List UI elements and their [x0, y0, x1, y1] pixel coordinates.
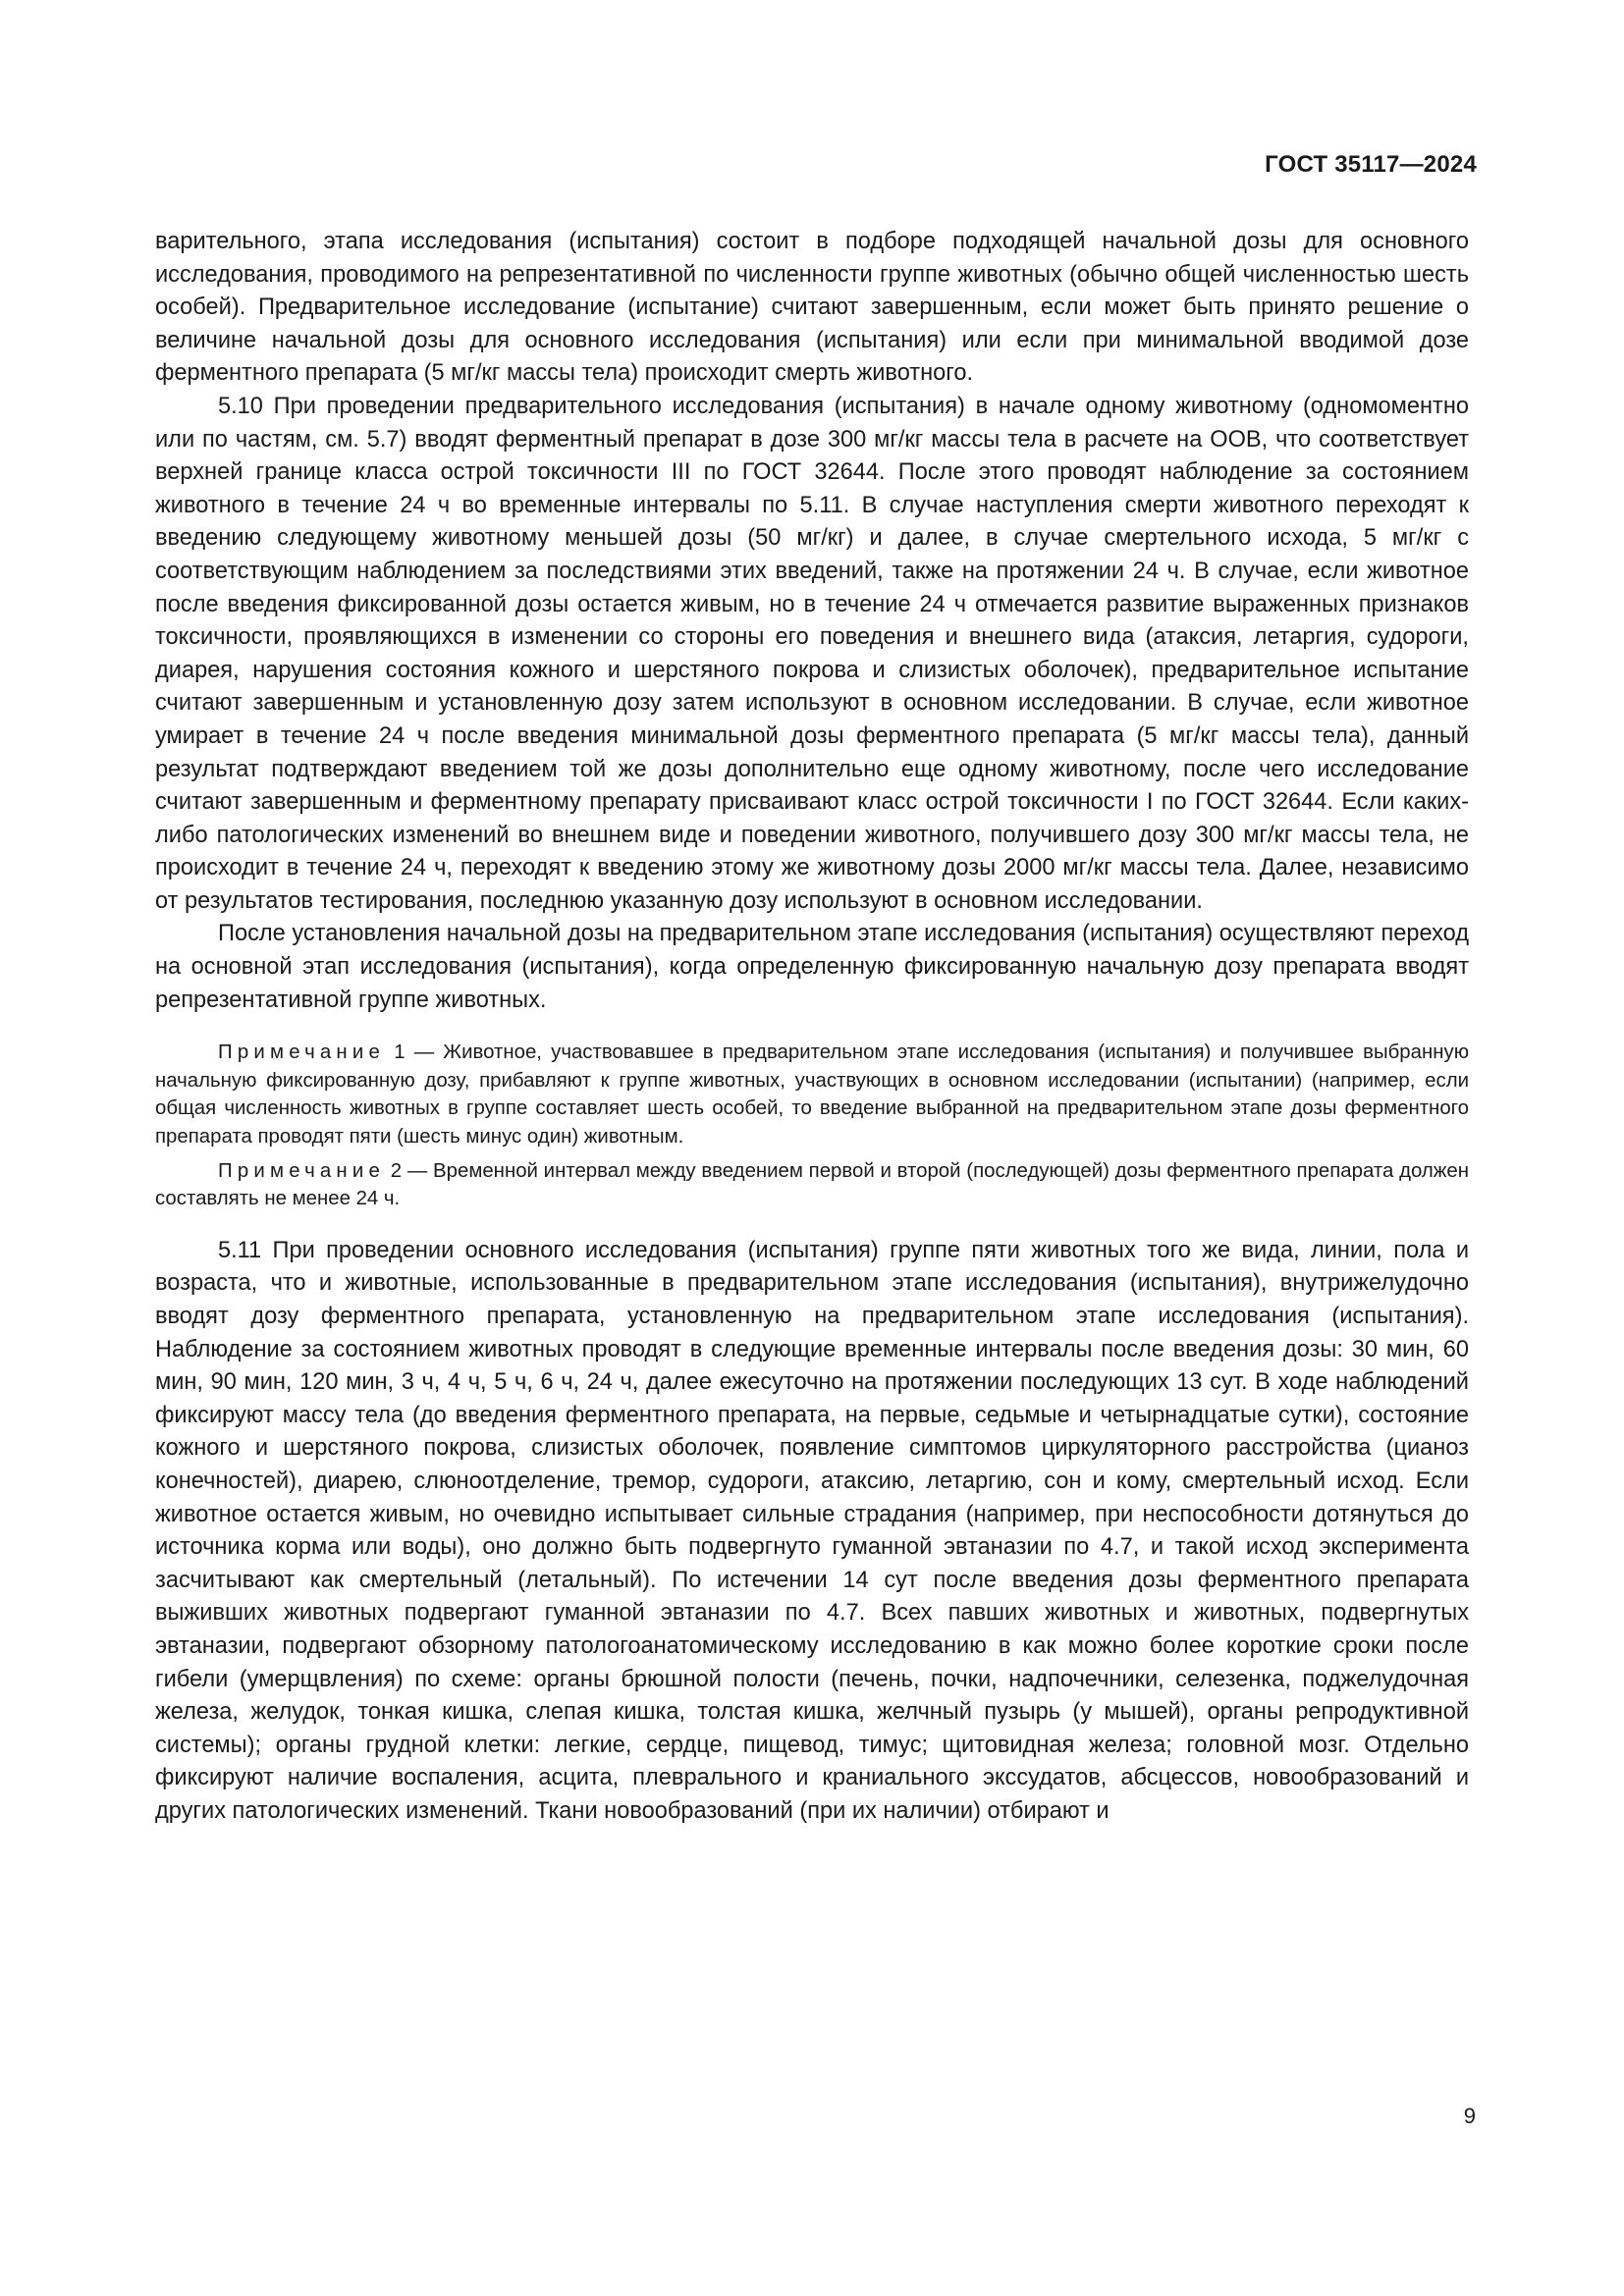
- notes-block: [155, 1039, 1469, 1213]
- paragraph-5-11: 5.11 При проведении основного исследования (испытания) группе пяти животных того же вида, линии, пола и возраста, что и животные, использованные в предварительном этапе исследования (испытания), внутрижелудочно вводят дозу ферментного препарата, установленную на предварительном этапе исследования (испытания). Наблюдение за состоянием животных проводят в следующие временные интервалы после введения дозы: 30 мин, 60 мин, 90 мин, 120 мин, 3 ч, 4 ч, 5 ч, 6 ч, 24 ч, далее ежесуточно на протяжении последующих 13 сут. В ходе наблюдений фиксируют массу тела (до введения ферментного препарата, на первые, седьмые и четырнадцатые сутки), состояние кожного и шерстяного покрова, слизистых оболочек, появление симптомов циркуляторного расстройства (цианоз конечностей), диарею, слюноотделение, тремор, судороги, атаксию, летаргию, сон и кому, смертельный исход. Если животное остается живым, но очевидно испытывает сильные страдания (например, при неспособности дотянуться до источника корма или воды), оно должно быть подвергнуто гуманной эвтаназии по 4.7, и такой исход эксперимента засчитывают как смертельный (летальный). По истечении 14 сут после введения дозы ферментного препарата выживших животных подвергают гуманной эвтаназии по 4.7. Всех павших животных и животных, подвергнутых эвтаназии, подвергают обзорному патологоанатомическому исследованию в как можно более короткие сроки после гибели (умерщвления) по схеме: органы брюшной полости (печень, почки, надпочечники, селезенка, поджелудочная железа, желудок, тонкая кишка, слепая кишка, толстая кишка, желчный пузырь (у мышей), органы репродуктивной системы); органы грудной клетки: легкие, сердце, пищевод, тимус; щитовидная железа; головной мозг. Отдельно фиксируют наличие воспаления, асцита, плеврального и краниального экссудатов, абсцессов, новообразований и других патологических изменений. Ткани новообразований (при их наличии) отбирают и: [155, 1237, 1469, 1824]
- note-text: 2 — Временной интервал между введением первой и второй (последующей) дозы ферментного препарата должен составлять не менее 24 ч.: [155, 1159, 1470, 1210]
- main-text: [155, 226, 1469, 1829]
- note-1: [155, 1039, 1469, 1150]
- paragraph-transition: После установления начальной дозы на предварительном этапе исследования (испытания) осуществляют переход на основной этап исследования (испытания), когда определенную фиксированную начальную дозу препарата вводят репрезентативной группе животных.: [155, 921, 1469, 1013]
- note-label: Примечание: [218, 1041, 386, 1064]
- note-label: Примечание: [218, 1159, 386, 1182]
- document-designation: ГОСТ 35117—2024: [1265, 151, 1477, 178]
- paragraph-5-10: 5.10 При проведении предварительного исследования (испытания) в начале одному животному (одномоментно или по частям, см. 5.7) вводят ферментный препарат в дозе 300 мг/кг массы тела в расчете на ООВ, что соответствует верхней границе класса острой токсичности III по ГОСТ 32644. После этого проводят наблюдение за состоянием животного в течение 24 ч во временные интервалы по 5.11. В случае наступления смерти животного переходят к введению следующему животному меньшей дозы (50 мг/кг) и далее, в случае смертельного исхода, 5 мг/кг с соответствующим наблюдением за последствиями этих введений, также на протяжении 24 ч. В случае, если животное после введения фиксированной дозы остается живым, но в течение 24 ч отмечается развитие выраженных признаков токсичности, проявляющихся в изменении со стороны его поведения и внешнего вида (атаксия, летаргия, судороги, диарея, нарушения состояния кожного и шерстяного покрова и слизистых оболочек), предварительное испытание считают завершенным и установленную дозу затем используют в основном исследовании. В случае, если животное умирает в течение 24 ч после введения минимальной дозы ферментного препарата (5 мг/кг массы тела), данный результат подтверждают введением той же дозы дополнительно еще одному животному, после чего исследование считают завершенным и ферментному препарату присваивают класс острой токсичности I по ГОСТ 32644. Если каких-либо патологических изменений во внешнем виде и поведении животного, получившего дозу 300 мг/кг массы тела, не происходит в течение 24 ч, переходят к введению этому же животному дозы 2000 мг/кг массы тела. Далее, независимо от результатов тестирования, последнюю указанную дозу используют в основном исследовании.: [155, 393, 1469, 914]
- paragraph-continuation: варительного, этапа исследования (испытания) состоит в подборе подходящей начальной дозы для основного исследования, проводимого на репрезентативной по численности группе животных (обычно общей численностью шесть особей). Предварительное исследование (испытание) считают завершенным, если может быть принято решение о величине начальной дозы для основного исследования (испытания) или если при минимальной вводимой дозе ферментного препарата (5 мг/кг массы тела) происходит смерть животного.: [155, 229, 1469, 387]
- note-2: [155, 1157, 1469, 1213]
- page-number: 9: [1463, 2104, 1476, 2128]
- note-text: 1 — Животное, участвовавшее в предварительном этапе исследования (испытания) и получившее выбранную начальную фиксированную дозу, прибавляют к группе животных, участвующих в основном исследовании (испытании) (например, если общая численность животных в группе составляет шесть особей, то введение выбранной на предварительном этапе дозы ферментного препарата проводят пяти (шесть минус один) животным.: [155, 1041, 1469, 1148]
